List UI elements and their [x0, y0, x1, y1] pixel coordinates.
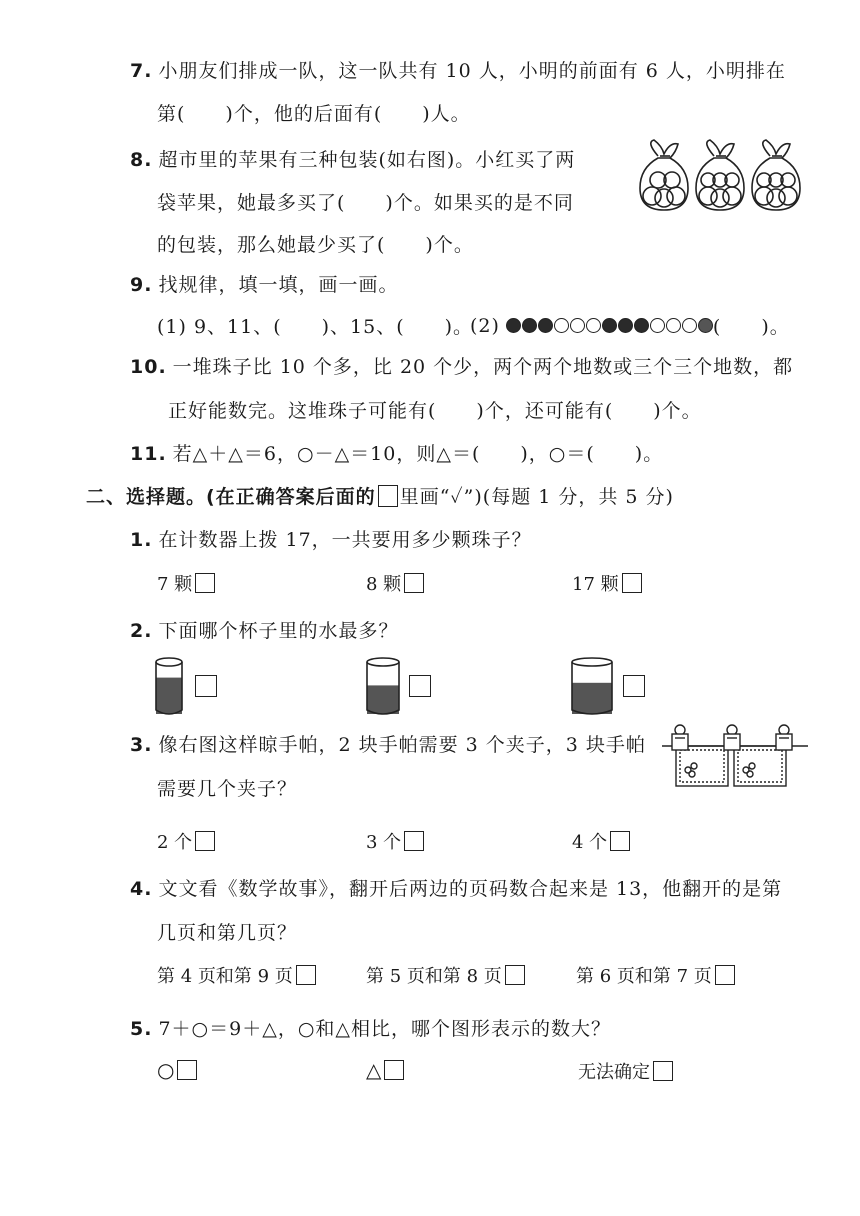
- c5-option-a: ○: [157, 1058, 197, 1082]
- c4-option-c: 第 6 页和第 7 页: [576, 962, 735, 988]
- pattern-dot-9: [634, 318, 649, 333]
- cup-narrow-icon: [152, 656, 186, 716]
- pattern-dot-7: [602, 318, 617, 333]
- water-wide: [572, 683, 612, 714]
- c4-line2: 几页和第几页？: [157, 922, 298, 944]
- q8-line3: 的包装，那么她最少买了( )个。: [157, 234, 474, 256]
- apple-bags-figure: [636, 138, 808, 214]
- pattern-dot-1: [506, 318, 521, 333]
- c1-option-b: 8 颗: [366, 570, 424, 596]
- q11-line1: 11. 若△＋△＝6，○－△＝10，则△＝( )，○＝( )。: [130, 443, 664, 465]
- pattern-dot-4: [554, 318, 569, 333]
- c5-option-c: 无法确定: [578, 1058, 673, 1084]
- apple-bag-1: [640, 140, 688, 210]
- cup-medium-icon: [363, 656, 403, 716]
- pattern-dot-13: [698, 318, 713, 333]
- pattern-dot-3: [538, 318, 553, 333]
- pattern-dot-2: [522, 318, 537, 333]
- c3-answer-box-a[interactable]: [195, 831, 215, 851]
- pattern-dots: [506, 318, 713, 333]
- c3-line2: 需要几个夹子？: [157, 778, 298, 800]
- c2-answer-box-b[interactable]: [409, 675, 431, 697]
- clip-2: [724, 725, 740, 750]
- answer-box-sample: [378, 485, 398, 507]
- water-medium: [367, 685, 399, 714]
- c1-question: 1. 在计数器上拨 17，一共要用多少颗珠子？: [130, 529, 532, 551]
- pattern-dot-12: [682, 318, 697, 333]
- c2-question: 2. 下面哪个杯子里的水最多？: [130, 620, 399, 642]
- c2-answer-box-a[interactable]: [195, 675, 217, 697]
- c5-answer-box-c[interactable]: [653, 1061, 673, 1081]
- c4-option-a: 第 4 页和第 9 页: [157, 962, 316, 988]
- section2-title: 二、选择题。(在正确答案后面的 里画“✓”)(每题 1 分，共 5 分): [86, 486, 674, 508]
- c5-option-b: △: [366, 1058, 404, 1082]
- cup-wide-icon: [568, 656, 616, 716]
- handkerchief-2: [734, 746, 786, 786]
- c4-option-b: 第 5 页和第 8 页: [366, 962, 525, 988]
- q10-line2: 正好能数完。这堆珠子可能有( )个，还可能有( )个。: [168, 400, 702, 422]
- pattern-dot-11: [666, 318, 681, 333]
- c5-answer-box-b[interactable]: [384, 1060, 404, 1080]
- pattern-dot-5: [570, 318, 585, 333]
- c3-line1: 3. 像右图这样晾手帕，2 块手帕需要 3 个夹子，3 块手帕: [130, 734, 646, 756]
- c5-answer-box-a[interactable]: [177, 1060, 197, 1080]
- q8-line1: 8. 超市里的苹果有三种包装(如右图)。小红买了两: [130, 149, 576, 171]
- clip-1: [672, 725, 688, 750]
- q7-line1: 7. 小朋友们排成一队，这一队共有 10 人，小明的前面有 6 人，小明排在: [130, 60, 786, 82]
- q7-line2: 第( )个，他的后面有( )人。: [157, 103, 471, 125]
- pattern-dot-8: [618, 318, 633, 333]
- q9-part2: (2) ( )。: [470, 314, 790, 338]
- c5-question: 5. 7＋○＝9＋△，○和△相比，哪个图形表示的数大？: [130, 1018, 612, 1040]
- clip-3: [776, 725, 792, 750]
- handkerchief-1: [676, 746, 728, 786]
- c1-answer-box-c[interactable]: [622, 573, 642, 593]
- c3-option-b: 3 个: [366, 828, 424, 854]
- c1-option-a: 7 颗: [157, 570, 215, 596]
- c3-answer-box-b[interactable]: [404, 831, 424, 851]
- c3-answer-box-c[interactable]: [610, 831, 630, 851]
- c1-answer-box-a[interactable]: [195, 573, 215, 593]
- c4-answer-box-a[interactable]: [296, 965, 316, 985]
- c4-answer-box-c[interactable]: [715, 965, 735, 985]
- c1-option-c: 17 颗: [572, 570, 642, 596]
- c2-answer-box-c[interactable]: [623, 675, 645, 697]
- c4-line1: 4. 文文看《数学故事》，翻开后两边的页码数合起来是 13，他翻开的是第: [130, 878, 783, 900]
- q9-part1: (1) 9、11、( )、15、( )。: [157, 316, 474, 338]
- handkerchief-clips-figure: [660, 722, 810, 792]
- water-narrow: [156, 678, 182, 714]
- pattern-dot-6: [586, 318, 601, 333]
- q8-line2: 袋苹果，她最多买了( )个。如果买的是不同: [157, 192, 574, 214]
- c4-answer-box-b[interactable]: [505, 965, 525, 985]
- apple-bag-3: [752, 140, 800, 210]
- pattern-dot-10: [650, 318, 665, 333]
- apple-bag-2: [696, 140, 744, 210]
- c3-option-c: 4 个: [572, 828, 630, 854]
- c1-answer-box-b[interactable]: [404, 573, 424, 593]
- q10-line1: 10. 一堆珠子比 10 个多，比 20 个少，两个两个地数或三个三个地数，都: [130, 356, 794, 378]
- q9-line1: 9. 找规律，填一填，画一画。: [130, 274, 399, 296]
- c3-option-a: 2 个: [157, 828, 215, 854]
